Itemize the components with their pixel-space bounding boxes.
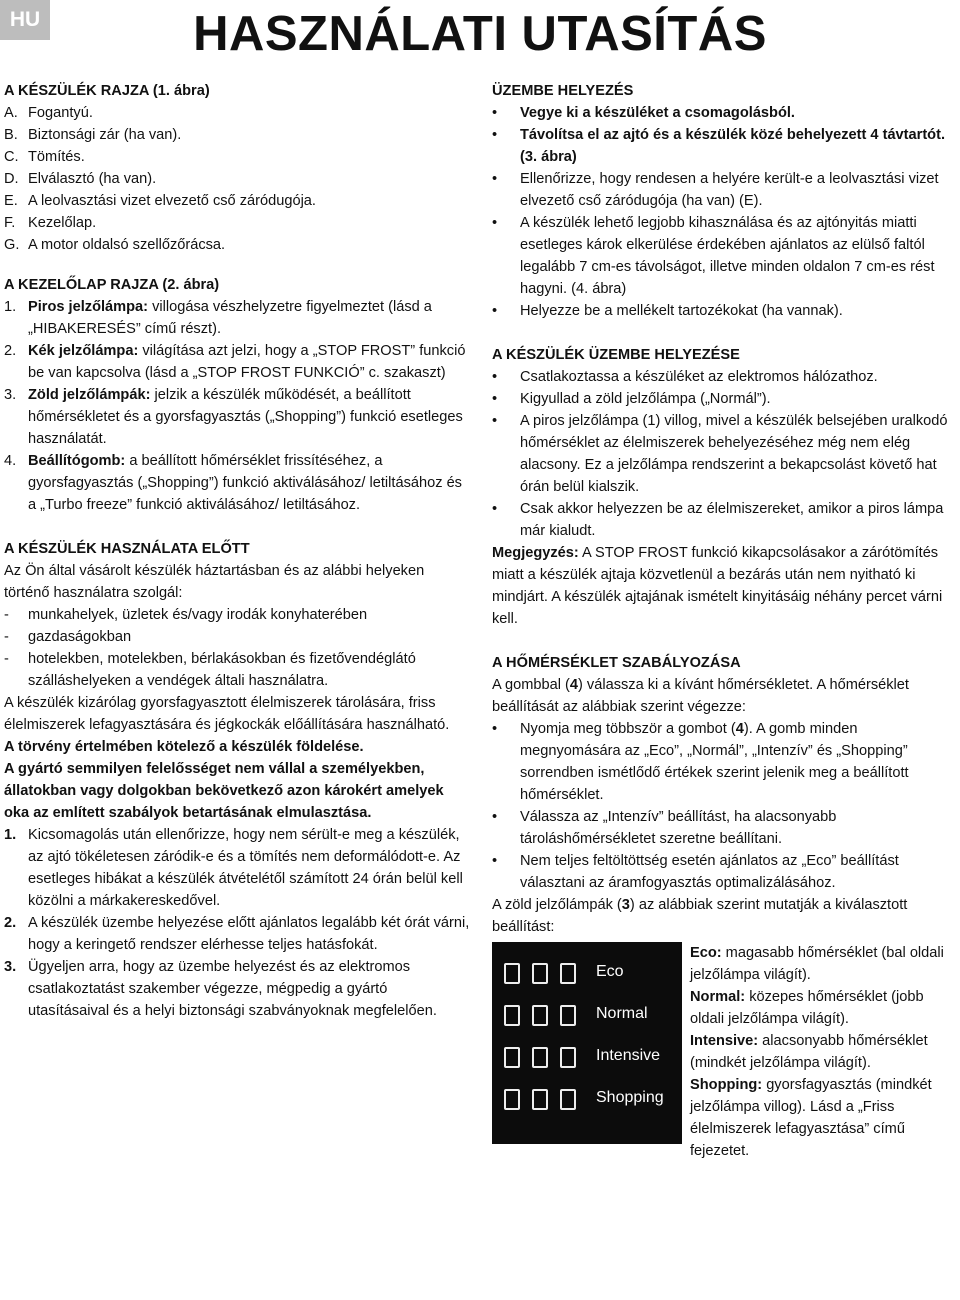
install-bullet: • A készülék lehető legjobb kihasználása és az ajtónyitás miatti esetleges károk elkerülése érdekében ajánlatos az elülső faltól legalább 7 cm-es távolságot, illetve minden oldalon 7 cm-es rést hagyni. (4. ábra) — [492, 215, 935, 297]
mode-item-eco: Eco: magasabb hőmérséklet (bal oldali jelzőlámpa világít). — [690, 945, 944, 983]
part-item: A. Fogantyú. — [4, 105, 93, 121]
panel-label-normal: Normal — [596, 1005, 648, 1022]
left-column — [4, 80, 470, 1022]
led-right-icon — [532, 963, 548, 984]
led-shopping-icon — [560, 963, 576, 984]
part-item: E. A leolvasztási vizet elvezető cső záródugója. — [4, 193, 316, 209]
led-shopping-icon — [560, 1005, 576, 1026]
settings-figure — [492, 942, 954, 1162]
section-title-drawing: A KÉSZÜLÉK RAJZA (1. ábra) — [4, 83, 210, 99]
control-panel-image — [492, 942, 682, 1144]
temp-intro: A gombbal (4) válassza ki a kívánt hőmérsékletet. A hőmérséklet beállítását az alábbiak szerint végezze: — [492, 677, 909, 715]
start-bullet: • Csak akkor helyezzen be az élelmiszereket, amikor a piros lámpa már kialudt. — [492, 501, 944, 539]
part-item: D. Elválasztó (ha van). — [4, 171, 157, 187]
control-item: 2. Kék jelzőlámpa: világítása azt jelzi, hogy a „STOP FROST” funkció be van kapcsolva (lásd a „STOP FROST FUNKCIÓ” c. szakaszt) — [4, 343, 466, 381]
usage-paragraph: A készülék kizárólag gyorsfagyasztott élelmiszerek tárolására, friss élelmiszerek lefagyasztására és jégkockák előállítására használható. — [4, 695, 450, 733]
mode-descriptions — [690, 942, 954, 1162]
section-title-temperature: A HŐMÉRSÉKLET SZABÁLYOZÁSA — [492, 655, 741, 671]
part-item: C. Tömítés. — [4, 149, 85, 165]
start-note: Megjegyzés: A STOP FROST funkció kikapcsolásakor a zárótömítés miatt a készülék ajtaja közvetlenül a bezárás után nem nyitható ki mindjárt. A készülék ajtajának ismételt kinyitásáig néhány percet várni kell. — [492, 545, 943, 627]
usage-place: - munkahelyek, üzletek és/vagy irodák konyhaterében — [4, 607, 368, 623]
led-left-icon — [504, 1047, 520, 1068]
install-bullet: • Helyezze be a mellékelt tartozékokat (ha vannak). — [492, 303, 843, 319]
panel-label-intensive: Intensive — [596, 1047, 661, 1064]
install-bullet: • Távolítsa el az ajtó és a készülék közé behelyezett 4 távtartót. (3. ábra) — [492, 127, 946, 165]
panel-row-shopping — [504, 1088, 588, 1108]
language-badge: HU — [0, 0, 50, 40]
section-title-start: A KÉSZÜLÉK ÜZEMBE HELYEZÉSE — [492, 347, 740, 363]
led-left-icon — [504, 963, 520, 984]
led-shopping-icon — [560, 1089, 576, 1110]
right-column — [492, 80, 954, 1162]
temp-bullet: • Nem teljes feltöltöttség esetén ajánlatos az „Eco” beállítást választani az áramfogyasztás optimalizálásához. — [492, 853, 899, 891]
usage-place: - gazdaságokban — [4, 629, 132, 645]
usage-place: - hotelekben, motelekben, bérlakásokban és fizetővendéglátó szálláshelyeken a vendégek általi használatra. — [4, 651, 416, 689]
section-title-install: ÜZEMBE HELYEZÉS — [492, 83, 634, 99]
led-left-icon — [504, 1005, 520, 1026]
led-shopping-icon — [560, 1047, 576, 1068]
page-title: HASZNÁLATI UTASÍTÁS — [193, 7, 767, 61]
led-right-icon — [532, 1005, 548, 1026]
control-item: 4. Beállítógomb: a beállított hőmérséklet frissítéséhez, a gyorsfagyasztás („Shopping”) funkció aktiválásához/ letiltásához és a „Turbo freeze” funkció aktiválásához/ letiltásához. — [4, 453, 462, 513]
led-right-icon — [532, 1089, 548, 1110]
control-item: 3. Zöld jelzőlámpák: jelzik a készülék működését, a beállított hőmérsékletet és a gyorsfagyasztás („Shopping”) funkció esetleges használatát. — [4, 387, 463, 447]
panel-label-eco: Eco — [596, 963, 624, 980]
part-item: B. Biztonsági zár (ha van). — [4, 127, 182, 143]
mode-item-intensive: Intensive: alacsonyabb hőmérséklet (mindkét jelzőlámpa világít). — [690, 1033, 928, 1071]
panel-label-shopping: Shopping — [596, 1089, 664, 1106]
led-left-icon — [504, 1089, 520, 1110]
step-item: 2. A készülék üzembe helyezése előtt ajánlatos legalább két órát várni, hogy a keringető rendszer elérhesse teljes hatásfokát. — [4, 915, 470, 953]
mode-item-normal: Normal: közepes hőmérséklet (jobb oldali jelzőlámpa világít). — [690, 989, 924, 1027]
usage-intro: Az Ön által vásárolt készülék háztartásban és az alábbi helyeken történő használatra szolgál: — [4, 563, 425, 601]
control-item: 1. Piros jelzőlámpa: villogása vészhelyzetre figyelmeztet (lásd a „HIBAKERESÉS” című részt). — [4, 299, 432, 337]
install-bullet: • Vegye ki a készüléket a csomagolásból. — [492, 105, 795, 121]
temp-bullet: • Nyomja meg többször a gombot (4). A gomb minden megnyomására az „Eco”, „Normál”, „Intenzív” és „Shopping” sorrendben ismétlődő értékek szerint jelenik meg a beállított hőmérséklet. — [492, 721, 909, 803]
panel-row-normal — [504, 1004, 588, 1024]
step-item: 1. Kicsomagolás után ellenőrizze, hogy nem sérült-e meg a készülék, az ajtó tökéletesen záródik-e és a tömítés nem deformálódott-e. Az esetleges hibákat a készülék átvételétől számított 24 órán belül kell közölni a márkakereskedővel. — [4, 827, 463, 909]
start-bullet: • Kigyullad a zöld jelzőlámpa („Normál”). — [492, 391, 771, 407]
mode-item-shopping: Shopping: gyorsfagyasztás (mindkét jelzőlámpa villog). Lásd a „Friss élelmiszerek lefagyasztása” című fejezetet. — [690, 1077, 932, 1159]
grounding-notice: A törvény értelmében kötelező a készülék földelése. — [4, 739, 364, 755]
leds-intro: A zöld jelzőlámpák (3) az alábbiak szerint mutatják a kiválasztott beállítást: — [492, 897, 908, 935]
step-item: 3. Ügyeljen arra, hogy az üzembe helyezést és az elektromos csatlakoztatást szakember végezze, mégpedig a gyártó utasításaival és a helyi biztonsági szabványoknak megfelelően. — [4, 959, 437, 1019]
led-right-icon — [532, 1047, 548, 1068]
panel-row-eco — [504, 962, 588, 982]
start-bullet: • Csatlakoztassa a készüléket az elektromos hálózathoz. — [492, 369, 878, 385]
install-bullet: • Ellenőrizze, hogy rendesen a helyére került-e a leolvasztási vizet elvezető cső záródugója (ha van) (E). — [492, 171, 939, 209]
section-title-usage: A KÉSZÜLÉK HASZNÁLATA ELŐTT — [4, 541, 250, 557]
liability-notice: A gyártó semmilyen felelősséget nem vállal a személyekben, állatokban vagy dolgokban bekövetkező azon károkért amelyek oka az említett szabályok betartásának elmulasztása. — [4, 761, 444, 821]
part-item: F. Kezelőlap. — [4, 215, 97, 231]
part-item: G. A motor oldalsó szellőzőrácsa. — [4, 237, 226, 253]
temp-bullet: • Válassza az „Intenzív” beállítást, ha alacsonyabb tároláshőmérsékletet szeretne beállítani. — [492, 809, 837, 847]
start-bullet: • A piros jelzőlámpa (1) villog, mivel a készülék belsejében uralkodó hőmérséklet az élelmiszerek behelyezéséhez még nem elég alacsony. Ez a jelzőlámpa rendszerint a bekapcsolást követő hat órán belül kialszik. — [492, 413, 948, 495]
section-title-control: A KEZELŐLAP RAJZA (2. ábra) — [4, 277, 220, 293]
panel-row-intensive — [504, 1046, 588, 1066]
